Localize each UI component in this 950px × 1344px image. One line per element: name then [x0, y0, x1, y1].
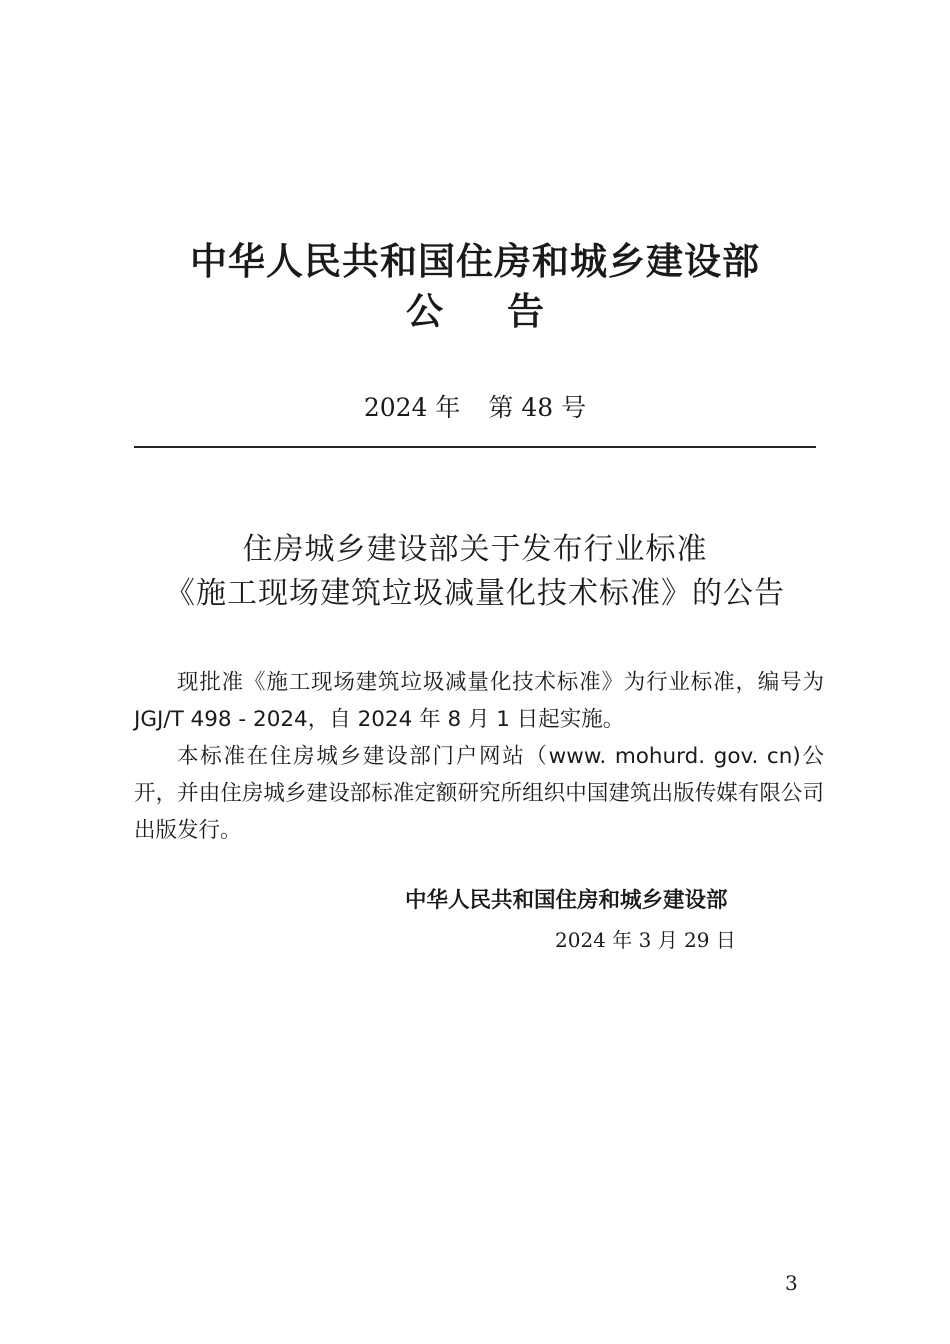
signature-date: 2024 年 3 月 29 日: [555, 928, 736, 952]
page-number: 3: [785, 1271, 798, 1295]
body-paragraph-1: 现批准《施工现场建筑垃圾减量化技术标准》为行业标准，编号为 JGJ/T 498 - 2024，自 2024 年 8 月 1 日起实施。: [134, 670, 824, 732]
issuing-organization-title: 中华人民共和国住房和城乡建设部: [190, 240, 760, 283]
issue-year: 2024 年: [363, 393, 461, 422]
signature-organization: 中华人民共和国住房和城乡建设部: [405, 888, 728, 913]
notice-label: 公告: [406, 290, 608, 333]
notice-body: [134, 664, 824, 849]
subject-line-2: 《施工现场建筑垃圾减量化技术标准》的公告: [165, 576, 785, 611]
issue-number: 第 48 号: [488, 393, 587, 422]
notice-subject: [0, 528, 950, 616]
header-divider: [134, 446, 816, 448]
body-paragraph-2: 本标准在住房城乡建设部门户网站（www. mohurd. gov. cn)公开，并由住房城乡建设部标准定额研究所组织中国建筑出版传媒有限公司出版发行。: [134, 744, 824, 843]
issue-number-line: [0, 390, 950, 426]
subject-line-1: 住房城乡建设部关于发布行业标准: [242, 532, 708, 567]
